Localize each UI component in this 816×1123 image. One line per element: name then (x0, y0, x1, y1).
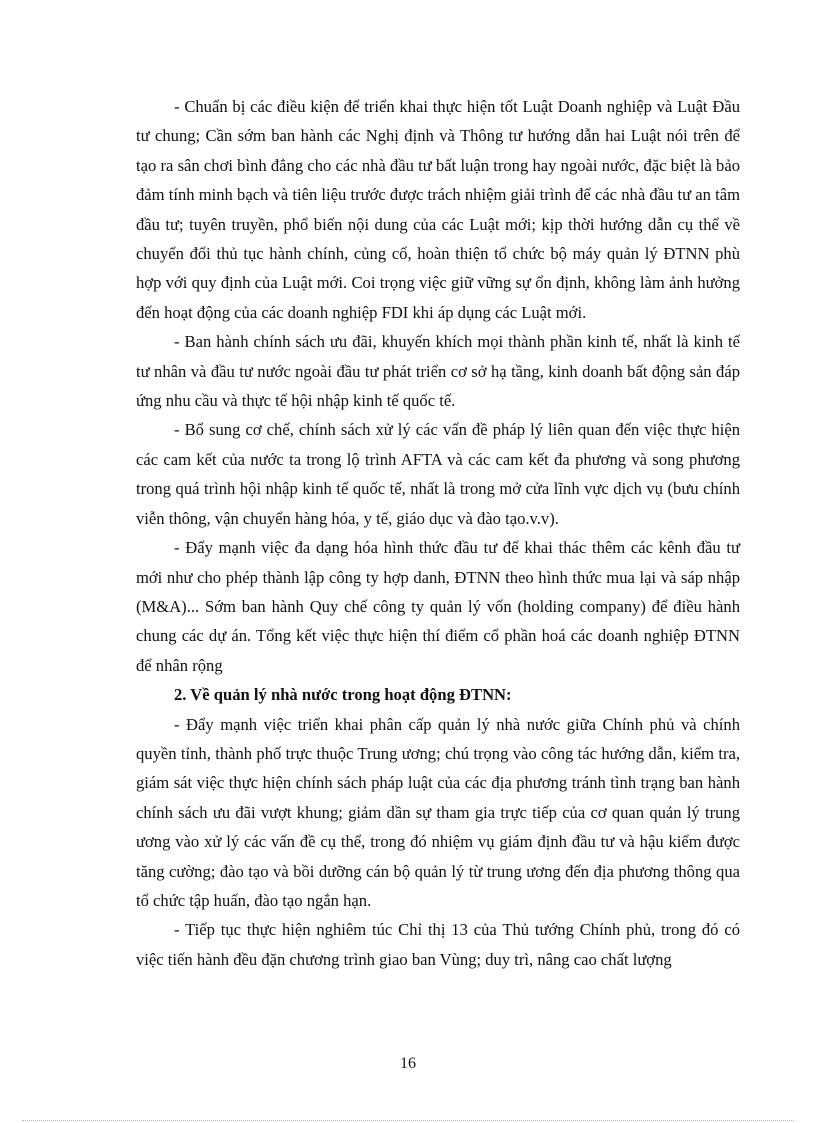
paragraph-investment-diversification: - Đẩy mạnh việc đa dạng hóa hình thức đầu tư để khai thác thêm các kênh đầu tư mới như cho phép thành lập công ty hợp danh, ĐTNN theo hình thức mua lại và sáp nhập (M&A)... Sớm ban hành Quy chế công ty quản lý vốn (holding company) để điều hành chung các dự án. Tổng kết việc thực hiện thí điểm cổ phần hoá các doanh nghiệp ĐTNN để nhân rộng (136, 538, 740, 675)
section-heading: 2. Về quản lý nhà nước trong hoạt động ĐTNN: (174, 685, 512, 705)
page-number: 16 (400, 1055, 416, 1072)
paragraph-decentralization: - Đẩy mạnh việc triển khai phân cấp quản lý nhà nước giữa Chính phủ và chính quyền tỉnh, thành phố trực thuộc Trung ương; chú trọng vào công tác hướng dẫn, kiểm tra, giám sát việc thực hiện chính sách pháp luật của các địa phương tránh tình trạng ban hành chính sách ưu đãi vượt khung; giảm dần sự tham gia trực tiếp của cơ quan quản lý trung ương vào xử lý các vấn đề cụ thể, trong đó nhiệm vụ giám định đầu tư và hậu kiểm được tăng cường; đào tạo và bồi dưỡng cán bộ quản lý từ trung ương đến địa phương thông qua tổ chức tập huấn, đào tạo ngắn hạn. (136, 714, 740, 910)
paragraph-incentive-policy: - Ban hành chính sách ưu đãi, khuyến khích mọi thành phần kinh tế, nhất là kinh tế tư nhân và đầu tư nước ngoài đầu tư phát triển cơ sở hạ tầng, kinh doanh bất động sản đáp ứng nhu cầu và thực tế hội nhập kinh tế quốc tế. (136, 332, 740, 411)
paragraph-directive-13: - Tiếp tục thực hiện nghiêm túc Chỉ thị 13 của Thủ tướng Chính phủ, trong đó có việc tiến hành đều đặn chương trình giao ban Vùng; duy trì, nâng cao chất lượng (136, 920, 740, 969)
paragraph-legal-preparation: - Chuẩn bị các điều kiện để triển khai thực hiện tốt Luật Doanh nghiệp và Luật Đầu tư chung; Cần sớm ban hành các Nghị định và Thông tư hướng dẫn hai Luật nói trên để tạo ra sân chơi bình đẳng cho các nhà đầu tư bất luận trong hay ngoài nước, đặc biệt là bảo đảm tính minh bạch và tiên liệu trước được trách nhiệm giải trình để các nhà đầu tư an tâm đầu tư; tuyên truyền, phổ biến nội dung của các Luật mới; kịp thời hướng dẫn cụ thể về chuyển đổi thủ tục hành chính, củng cố, hoàn thiện tổ chức bộ máy quản lý ĐTNN phù hợp với quy định của Luật mới. Coi trọng việc giữ vững sự ổn định, không làm ảnh hưởng đến hoạt động của các doanh nghiệp FDI khi áp dụng các Luật mới. (136, 97, 740, 322)
page-bottom-divider (22, 1120, 794, 1121)
body-text (136, 92, 740, 974)
paragraph-afta-commitments: - Bổ sung cơ chế, chính sách xử lý các vấn đề pháp lý liên quan đến việc thực hiện các cam kết của nước ta trong lộ trình AFTA và các cam kết đa phương và song phương trong quá trình hội nhập kinh tế quốc tế, nhất là trong mở cửa lĩnh vực dịch vụ (bưu chính viễn thông, vận chuyển hàng hóa, y tế, giáo dục và đào tạo.v.v). (136, 420, 740, 528)
